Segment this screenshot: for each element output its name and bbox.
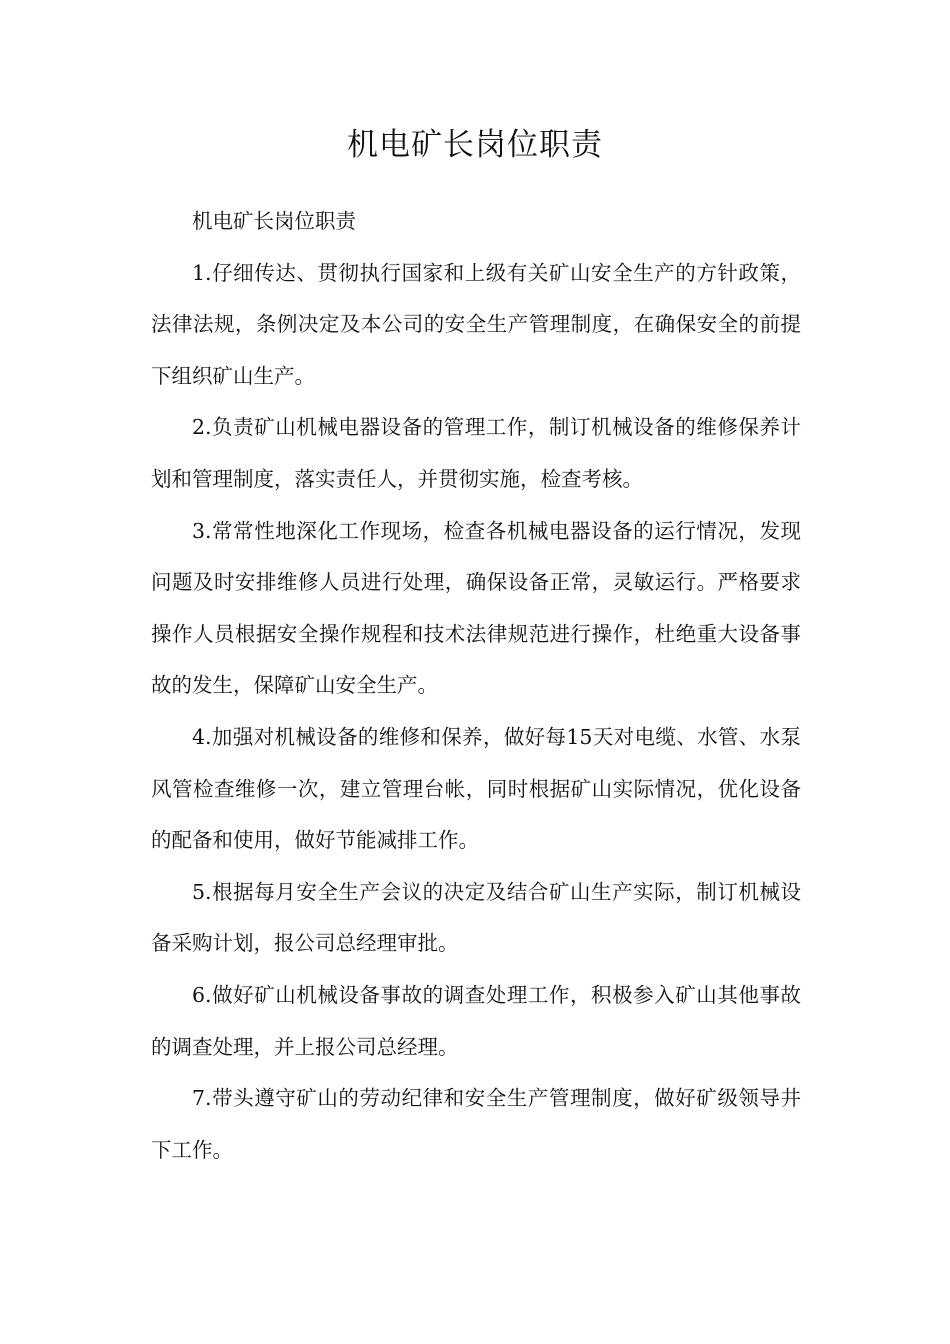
document-body <box>151 196 801 1176</box>
document-title: 机电矿长岗位职责 <box>347 127 603 163</box>
duty-paragraph-6: 6.做好矿山机械设备事故的调查处理工作，积极参入矿山其他事故的调查处理，并上报公司总经理。 <box>151 982 801 1059</box>
document-subtitle: 机电矿长岗位职责 <box>192 209 356 233</box>
duty-paragraph-2: 2.负责矿山机械电器设备的管理工作，制订机械设备的维修保养计划和管理制度，落实责任人，并贯彻实施，检查考核。 <box>151 415 801 491</box>
duty-paragraph-4: 4.加强对机械设备的维修和保养，做好每15天对电缆、水管、水泵风管检查维修一次，建立管理台帐，同时根据矿山实际情况，优化设备的配备和使用，做好节能减排工作。 <box>151 724 801 853</box>
duty-paragraph-3: 3.常常性地深化工作现场，检查各机械电器设备的运行情况，发现问题及时安排维修人员进行处理，确保设备正常，灵敏运行。严格要求操作人员根据安全操作规程和技术法律规范进行操作，杜绝重大设备事故的发生，保障矿山安全生产。 <box>151 518 801 698</box>
duty-paragraph-5: 5.根据每月安全生产会议的决定及结合矿山生产实际，制订机械设备采购计划，报公司总经理审批。 <box>151 879 801 956</box>
duty-paragraph-1: 1.仔细传达、贯彻执行国家和上级有关矿山安全生产的方针政策，法律法规，条例决定及本公司的安全生产管理制度，在确保安全的前提下组织矿山生产。 <box>151 260 801 388</box>
duty-paragraph-7: 7.带头遵守矿山的劳动纪律和安全生产管理制度，做好矿级领导井下工作。 <box>151 1086 801 1162</box>
